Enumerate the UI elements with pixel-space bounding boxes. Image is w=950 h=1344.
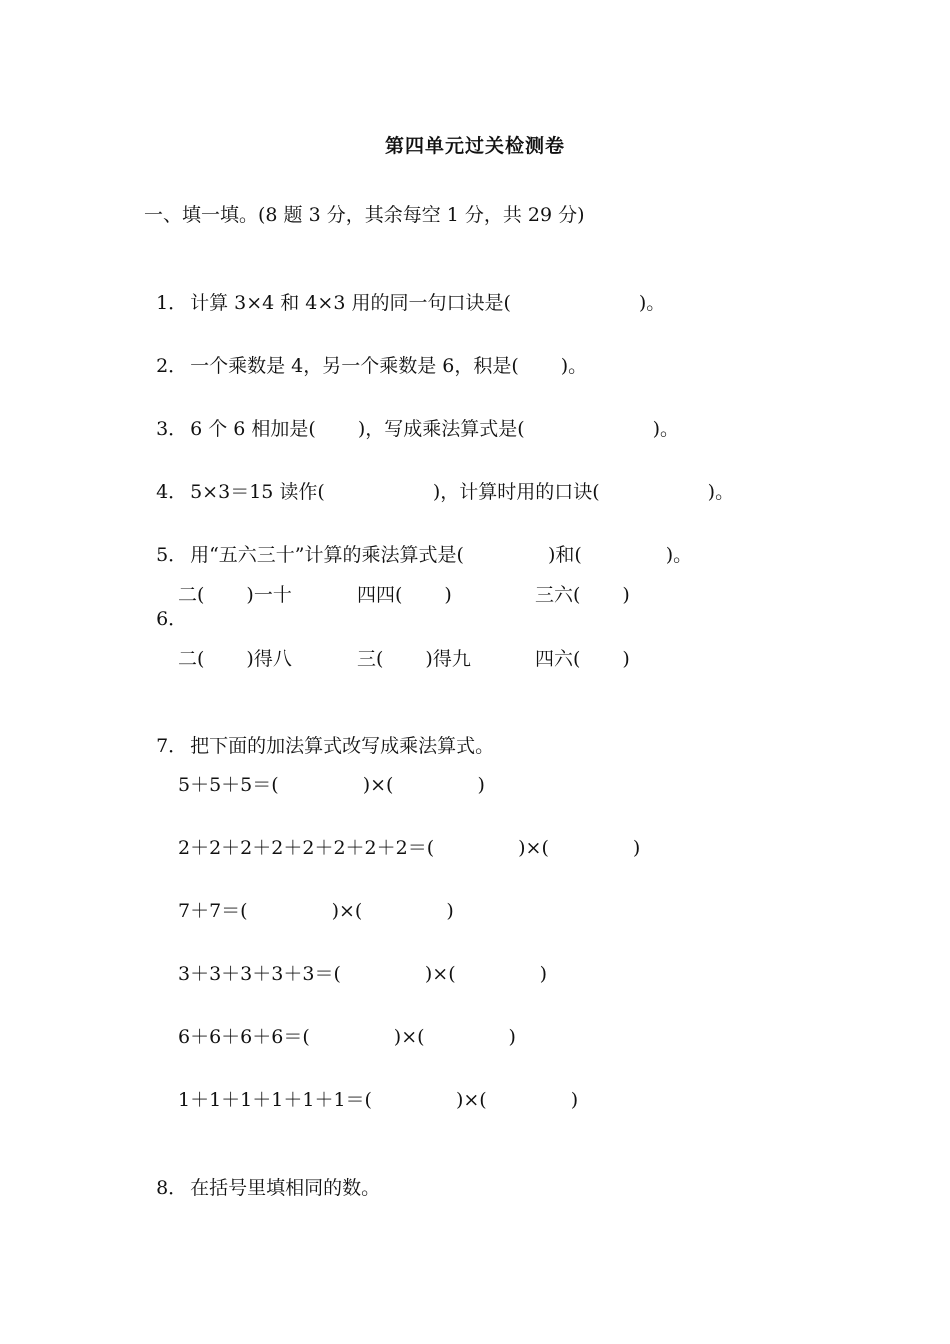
question-2: 2． 一个乘数是 4，另一个乘数是 6，积是( )。 [156,355,588,377]
addition-to-multiplication-item: 6＋6＋6＋6＝( )×( ) [178,1026,516,1048]
addition-to-multiplication-item: 3＋3＋3＋3＋3＝( )×( ) [178,963,548,985]
multiplication-rhyme-item: 二( )一十 [178,584,292,606]
multiplication-rhyme-item: 四四( ) [357,584,452,606]
question-number: 1． [156,292,188,314]
addition-to-multiplication-item: 5＋5＋5＝( )×( ) [178,774,485,796]
multiplication-rhyme-item: 四六( ) [535,648,630,670]
question-number: 2． [156,355,188,377]
multiplication-rhyme-item: 三六( ) [535,584,630,606]
addition-to-multiplication-item: 2＋2＋2＋2＋2＋2＋2＋2＝( )×( ) [178,837,641,859]
question-number: 6． [156,608,188,630]
question-4: 4． 5×3＝15 读作( )，计算时用的口诀( )。 [156,481,735,503]
question-3: 3． 6 个 6 相加是( )，写成乘法算式是( )。 [156,418,680,440]
question-number: 5． [156,544,188,566]
question-number: 8． [156,1177,188,1199]
question-number: 3． [156,418,188,440]
multiplication-rhyme-item: 三( )得九 [357,648,471,670]
multiplication-rhyme-item: 二( )得八 [178,648,292,670]
question-7: 7． 把下面的加法算式改写成乘法算式。 [156,735,495,757]
question-number: 4． [156,481,188,503]
page-title: 第四单元过关检测卷 [384,135,565,157]
section-heading: 一、填一填。(8 题 3 分，其余每空 1 分，共 29 分) [144,204,585,226]
question-8: 8． 在括号里填相同的数。 [156,1177,381,1199]
question-number: 7． [156,735,188,757]
question-5: 5． 用“五六三十”计算的乘法算式是( )和( )。 [156,544,693,566]
addition-to-multiplication-item: 1＋1＋1＋1＋1＋1＝( )×( ) [178,1089,579,1111]
question-1: 1． 计算 3×4 和 4×3 用的同一句口诀是( )。 [156,292,666,314]
addition-to-multiplication-item: 7＋7＝( )×( ) [178,900,454,922]
